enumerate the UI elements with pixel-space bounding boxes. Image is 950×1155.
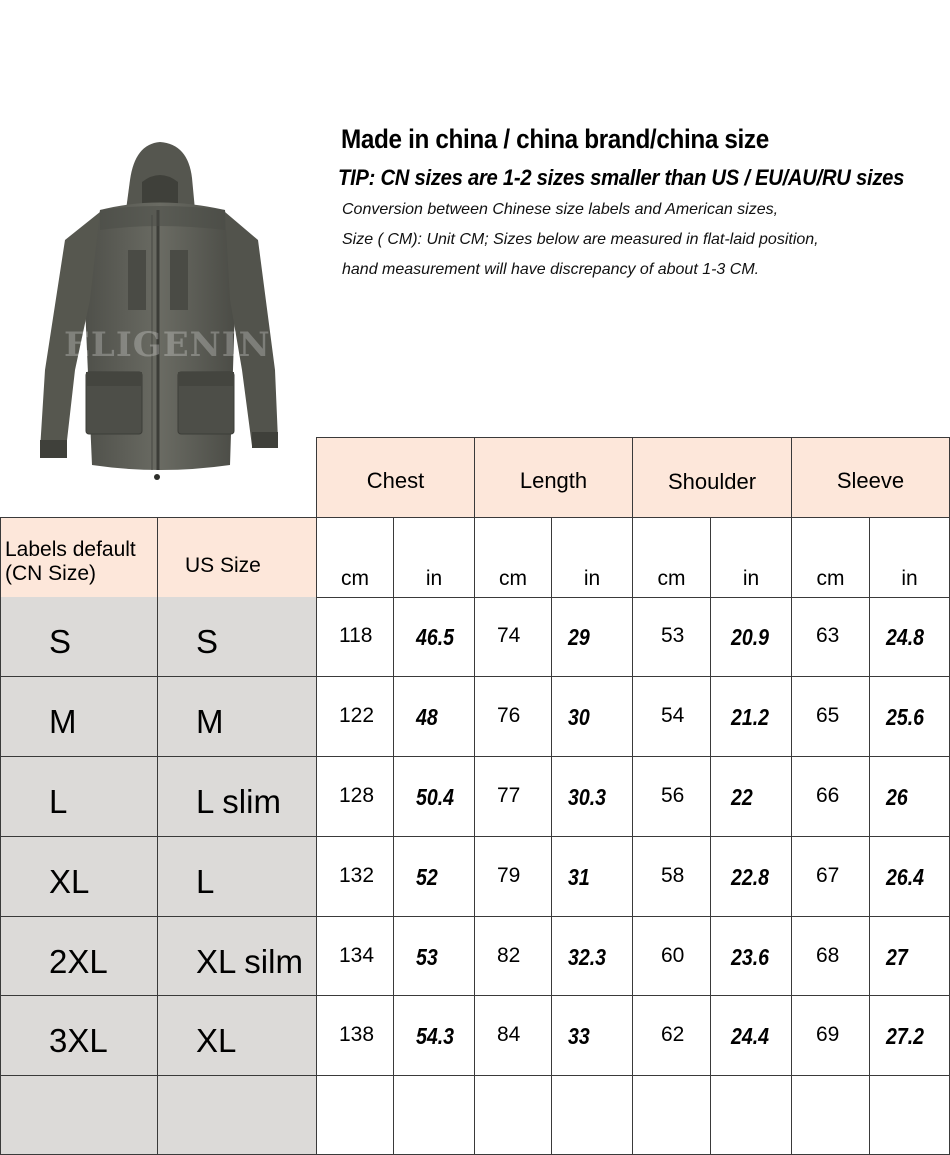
table-cell-sleeve-cm: [792, 677, 870, 757]
sleeve-in-value: 27.2: [886, 1023, 925, 1049]
table-cell-length-cm: [475, 837, 552, 917]
table-cell-length-cm: [475, 917, 552, 996]
chest-cm-value: 134: [339, 944, 375, 967]
page-title: Made in china / china brand/china size: [341, 124, 769, 154]
chest-cm-value: 122: [339, 704, 375, 727]
table-cell-chest-in: [394, 917, 475, 996]
unit-header-sleeve-in: [870, 517, 950, 598]
header-sleeve-label: Sleeve: [836, 468, 905, 493]
table-cell-length-in: [552, 597, 633, 677]
table-cell-sleeve-cm: [792, 757, 870, 837]
table-cell-length-cm: [475, 1076, 552, 1155]
unit-header-chest-cm: [316, 517, 394, 598]
length-in-value: 32.3: [568, 944, 607, 970]
table-row-us-size: [158, 996, 317, 1076]
header-shoulder: [633, 437, 792, 518]
table-row-cn-size: [0, 757, 158, 837]
table-cell-shoulder-in: [711, 917, 792, 996]
table-cell-chest-cm: [316, 917, 394, 996]
jacket-image: [30, 140, 290, 490]
chest-in-value: 53: [416, 944, 438, 970]
us-size-value: M: [196, 703, 224, 740]
table-cell-length-cm: [475, 996, 552, 1076]
table-cell-sleeve-in: [870, 597, 950, 677]
length-cm-value: 79: [497, 864, 521, 887]
shoulder-cm-value: 54: [661, 704, 685, 727]
us-size-value: S: [196, 623, 219, 660]
note-line-2: Size ( CM): Unit CM; Sizes below are measured in flat-laid position,: [342, 231, 819, 248]
table-row-us-size: [158, 597, 317, 677]
length-cm-value: 77: [497, 784, 521, 807]
unit-label: in: [742, 567, 760, 590]
chest-in-value: 52: [416, 864, 438, 890]
table-cell-length-cm: [475, 597, 552, 677]
table-row-cn-size: [0, 597, 158, 677]
unit-label: cm: [499, 567, 527, 590]
sleeve-in-value: 25.6: [886, 704, 925, 730]
length-in-value: 29: [568, 624, 590, 650]
header-chest-label: Chest: [366, 468, 425, 493]
shoulder-cm-value: 60: [661, 944, 685, 967]
table-cell-shoulder-cm: [633, 917, 711, 996]
header-shoulder-label: Shoulder: [667, 469, 757, 494]
shoulder-in-value: 24.4: [731, 1023, 770, 1049]
sleeve-in-value: 24.8: [886, 624, 925, 650]
note-line-1: Conversion between Chinese size labels and American sizes,: [342, 201, 779, 218]
table-cell-sleeve-cm: [792, 597, 870, 677]
table-cell-shoulder-cm: [633, 996, 711, 1076]
table-row-cn-size: [0, 996, 158, 1076]
chest-cm-value: 138: [339, 1023, 375, 1046]
table-cell-shoulder-cm: [633, 757, 711, 837]
unit-header-shoulder-in: [711, 517, 792, 598]
table-cell-shoulder-cm: [633, 597, 711, 677]
unit-label: in: [583, 567, 601, 590]
table-cell-chest-in: [394, 1076, 475, 1155]
table-row-cn-size: [0, 677, 158, 757]
table-cell-length-cm: [475, 757, 552, 837]
table-cell-chest-cm: [316, 597, 394, 677]
cn-size-value: S: [49, 623, 72, 660]
shoulder-cm-value: 62: [661, 1023, 685, 1046]
chest-in-value: 48: [416, 704, 438, 730]
table-cell-chest-cm: [316, 677, 394, 757]
table-cell-length-in: [552, 917, 633, 996]
length-in-value: 30.3: [568, 784, 607, 810]
table-cell-length-cm: [475, 677, 552, 757]
length-cm-value: 84: [497, 1023, 521, 1046]
table-cell-sleeve-cm: [792, 917, 870, 996]
us-size-value: XL: [196, 1022, 237, 1059]
us-size-value: XL silm: [196, 943, 303, 980]
shoulder-in-value: 20.9: [731, 624, 770, 650]
table-cell-sleeve-in: [870, 757, 950, 837]
header-length-label: Length: [519, 468, 588, 493]
table-cell-chest-in: [394, 837, 475, 917]
cn-size-value: M: [49, 703, 77, 740]
table-cell-sleeve-in: [870, 837, 950, 917]
chest-cm-value: 128: [339, 784, 375, 807]
table-cell-length-in: [552, 1076, 633, 1155]
shoulder-cm-value: 53: [661, 624, 685, 647]
unit-label: cm: [657, 567, 686, 590]
table-row-us-size: [158, 837, 317, 917]
sleeve-in-value: 26.4: [886, 864, 925, 890]
sleeve-cm-value: 63: [816, 624, 840, 647]
header-cn-size-label: Labels default (CN Size): [5, 538, 136, 585]
table-cell-sleeve-in: [870, 677, 950, 757]
table-cell-shoulder-cm: [633, 1076, 711, 1155]
header-length: [475, 437, 633, 518]
chest-in-value: 50.4: [416, 784, 455, 810]
brand-watermark: ELIGENING: [64, 325, 301, 365]
chest-cm-value: 118: [339, 624, 373, 647]
table-cell-shoulder-in: [711, 757, 792, 837]
table-cell-length-in: [552, 837, 633, 917]
table-cell-sleeve-cm: [792, 996, 870, 1076]
table-cell-shoulder-in: [711, 837, 792, 917]
unit-header-shoulder-cm: [633, 517, 711, 598]
table-cell-sleeve-cm: [792, 837, 870, 917]
shoulder-cm-value: 58: [661, 864, 685, 887]
length-in-value: 33: [568, 1023, 590, 1049]
sleeve-cm-value: 68: [816, 944, 840, 967]
us-size-value: L: [196, 863, 215, 900]
header-sleeve: [792, 437, 950, 518]
table-row-us-size: [158, 917, 317, 996]
length-in-value: 31: [568, 864, 590, 890]
table-cell-chest-cm: [316, 996, 394, 1076]
chest-in-value: 54.3: [416, 1023, 455, 1049]
sleeve-cm-value: 65: [816, 704, 840, 727]
sleeve-in-value: 26: [886, 784, 908, 810]
length-cm-value: 82: [497, 944, 521, 967]
table-row-us-size: [158, 757, 317, 837]
table-cell-shoulder-cm: [633, 837, 711, 917]
table-cell-sleeve-cm: [792, 1076, 870, 1155]
unit-header-length-cm: [475, 517, 552, 598]
table-cell-sleeve-in: [870, 996, 950, 1076]
table-cell-chest-cm: [316, 837, 394, 917]
table-cell-chest-cm: [316, 757, 394, 837]
table-cell-shoulder-in: [711, 597, 792, 677]
sleeve-cm-value: 67: [816, 864, 840, 887]
unit-header-chest-in: [394, 517, 475, 598]
table-cell-sleeve-in: [870, 917, 950, 996]
table-cell-chest-cm: [316, 1076, 394, 1155]
sleeve-cm-value: 66: [816, 784, 840, 807]
shoulder-cm-value: 56: [661, 784, 685, 807]
header-us-size-label: US Size: [185, 554, 261, 577]
size-tip: TIP: CN sizes are 1-2 sizes smaller than US / EU/AU/RU sizes: [338, 165, 905, 190]
length-cm-value: 76: [497, 704, 521, 727]
header-us-size: [158, 517, 317, 598]
sleeve-cm-value: 69: [816, 1023, 840, 1046]
table-row-cn-size: [0, 917, 158, 996]
unit-label: in: [901, 567, 918, 590]
unit-header-length-in: [552, 517, 633, 598]
length-in-value: 30: [568, 704, 590, 730]
shoulder-in-value: 22.8: [731, 864, 770, 890]
cn-size-value: 3XL: [49, 1022, 108, 1059]
length-cm-value: 74: [497, 624, 521, 647]
unit-label: in: [425, 567, 443, 590]
table-row-us-size: [158, 1076, 317, 1155]
table-cell-shoulder-in: [711, 1076, 792, 1155]
unit-label: cm: [816, 567, 845, 590]
table-cell-shoulder-in: [711, 677, 792, 757]
header-chest: [316, 437, 475, 518]
table-cell-shoulder-cm: [633, 677, 711, 757]
table-cell-chest-in: [394, 757, 475, 837]
shoulder-in-value: 21.2: [731, 704, 770, 730]
table-cell-chest-in: [394, 996, 475, 1076]
shoulder-in-value: 22: [731, 784, 753, 810]
table-cell-sleeve-in: [870, 1076, 950, 1155]
us-size-value: L slim: [196, 783, 281, 820]
table-row-cn-size: [0, 837, 158, 917]
table-row-us-size: [158, 677, 317, 757]
table-cell-chest-in: [394, 597, 475, 677]
table-cell-length-in: [552, 757, 633, 837]
header-cn-size: [0, 517, 158, 598]
table-cell-shoulder-in: [711, 996, 792, 1076]
cn-size-value: 2XL: [49, 943, 108, 980]
chest-cm-value: 132: [339, 864, 375, 887]
shoulder-in-value: 23.6: [731, 944, 770, 970]
note-line-3: hand measurement will have discrepancy of about 1-3 CM.: [342, 261, 760, 278]
cn-size-value: L: [49, 783, 68, 820]
table-cell-length-in: [552, 677, 633, 757]
unit-header-sleeve-cm: [792, 517, 870, 598]
sleeve-in-value: 27: [886, 944, 908, 970]
chest-in-value: 46.5: [416, 624, 455, 650]
table-row-cn-size: [0, 1076, 158, 1155]
unit-label: cm: [341, 567, 369, 590]
table-cell-length-in: [552, 996, 633, 1076]
cn-size-value: XL: [49, 863, 90, 900]
table-cell-chest-in: [394, 677, 475, 757]
